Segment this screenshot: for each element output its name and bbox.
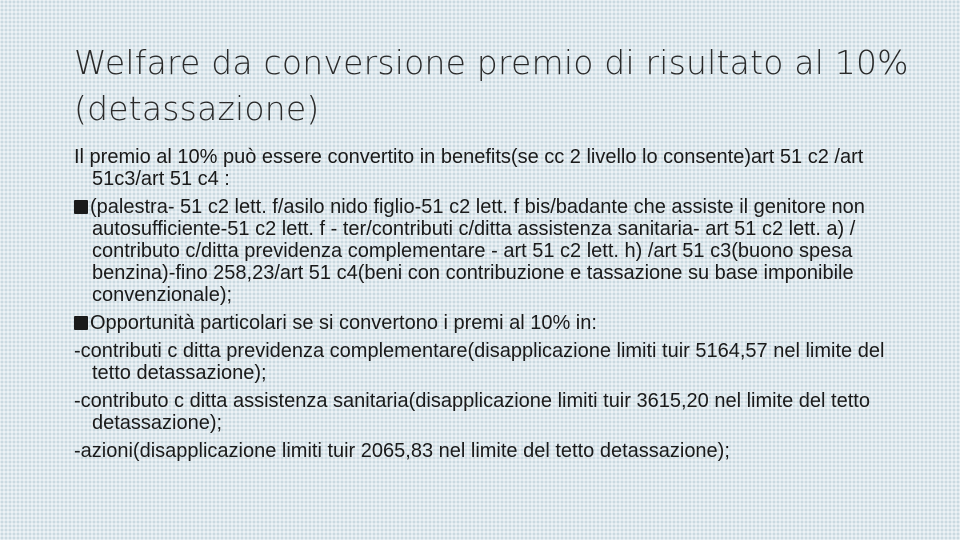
square-bullet-icon <box>74 200 88 214</box>
square-bullet-icon <box>74 316 88 330</box>
bullet-item-benefits <box>74 196 904 306</box>
paragraph-text: -contributo c ditta assistenza sanitaria(disapplicazione limiti tuir 3615,20 nel limite del tetto detassazione); <box>74 390 870 434</box>
bullet-item-opportunities <box>74 312 904 334</box>
paragraph-assistenza <box>74 390 904 434</box>
paragraph-text: -contributi c ditta previdenza complementare(disapplicazione limiti tuir 5164,57 nel limite del tetto detassazione); <box>74 340 885 384</box>
paragraph-text: Opportunità particolari se si convertono i premi al 10% in: <box>90 312 597 334</box>
paragraph-text: Il premio al 10% può essere convertito in benefits(se cc 2 livello lo consente)art 51 c2 /art 51c3/art 51 c4 : <box>74 146 864 190</box>
slide-body <box>74 146 904 468</box>
paragraph-intro <box>74 146 904 190</box>
paragraph-text: (palestra- 51 c2 lett. f/asilo nido figlio-51 c2 lett. f bis/badante che assiste il genitore non autosufficiente-51 c2 lett. f - ter/contributi c/ditta assistenza sanitaria- art 51 c2 lett. a) / contributo c/ditta previdenza complementare - art 51 c2 lett. h) /art 51 c3(buono spesa benzina)-fino 258,23/art 51 c4(beni con contribuzione e tassazione su base imponibile convenzionale); <box>90 196 865 306</box>
paragraph-text: -azioni(disapplicazione limiti tuir 2065,83 nel limite del tetto detassazione); <box>74 440 730 462</box>
slide-title: Welfare da conversione premio di risultato al 10%(detassazione) <box>74 43 909 128</box>
paragraph-previdenza <box>74 340 904 384</box>
paragraph-azioni <box>74 440 904 462</box>
